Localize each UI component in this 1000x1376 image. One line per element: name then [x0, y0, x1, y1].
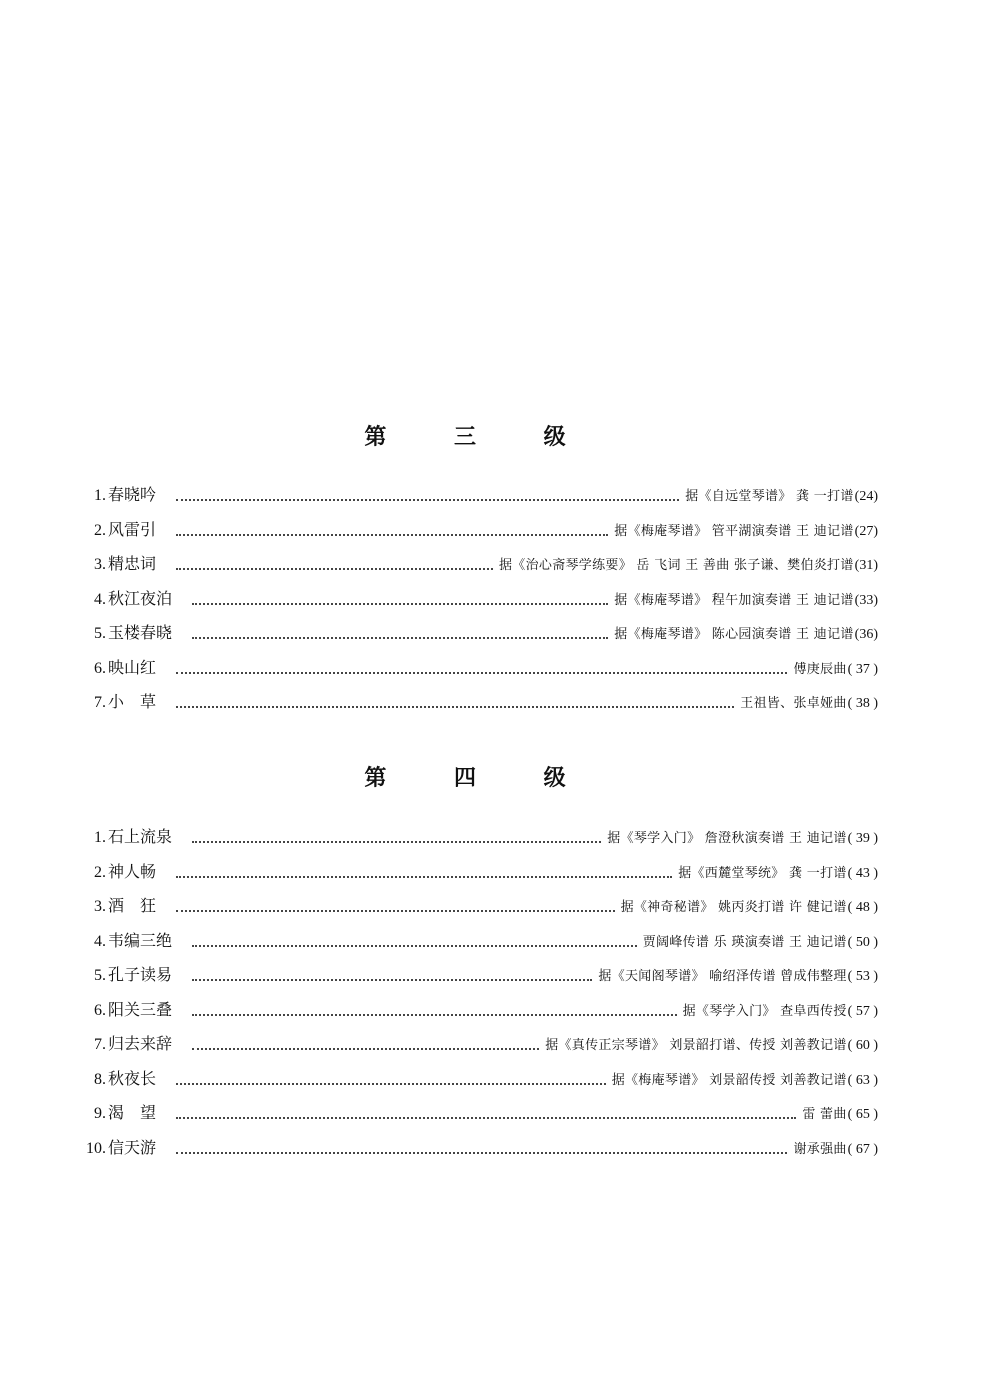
entry-page: ( 38 )	[847, 696, 878, 711]
entry-title: 石上流泉	[108, 827, 173, 846]
toc-entry	[86, 689, 878, 724]
entry-page: ( 53 )	[847, 969, 878, 984]
entry-number: 4.	[94, 932, 106, 950]
entry-page: ( 63 )	[847, 1072, 878, 1088]
toc-entry	[86, 824, 878, 859]
entry-title: 秋夜长	[108, 1068, 157, 1088]
entry-source: 据《真传正宗琴谱》 刘景韶打谱、传授 刘善教记谱	[545, 1038, 847, 1053]
entry-page: (33)	[854, 592, 878, 608]
entry-source: 据《西麓堂琴统》 龚 一打谱	[678, 865, 847, 881]
entry-number: 6.	[94, 1001, 106, 1019]
entry-page: ( 37 )	[847, 661, 878, 677]
entry-number: 7.	[94, 694, 106, 711]
entry-title: 精忠词	[108, 554, 157, 573]
dot-leader	[176, 672, 787, 674]
entry-page: (36)	[854, 627, 878, 642]
entry-number: 7.	[94, 1036, 106, 1053]
section-heading: 第 三 级	[364, 425, 596, 450]
entry-source: 据《琴学入门》 詹澄秋演奏谱 王 迪记谱	[607, 831, 847, 846]
entry-source: 据《梅庵琴谱》 管平湖演奏谱 王 迪记谱	[614, 523, 854, 539]
toc-entry	[86, 1100, 878, 1135]
dot-leader	[176, 1117, 796, 1119]
toc-list	[86, 482, 878, 724]
entry-source: 据《琴学入门》 查阜西传授	[682, 1003, 847, 1019]
section-heading: 第 四 级	[364, 766, 596, 791]
dot-leader	[176, 568, 493, 570]
entry-source: 贾阔峰传谱 乐 瑛演奏谱 王 迪记谱	[642, 934, 847, 950]
dot-leader	[192, 979, 592, 981]
entry-page: ( 50 )	[847, 934, 878, 950]
entry-source: 据《治心斋琴学练要》 岳 飞词 王 善曲 张子谦、樊伯炎打谱	[499, 558, 854, 573]
entry-number: 5.	[94, 625, 106, 642]
toc-entry	[86, 517, 878, 552]
toc-entry	[86, 859, 878, 894]
dot-leader	[192, 945, 637, 947]
toc-entry	[86, 655, 878, 690]
entry-number: 1.	[94, 487, 106, 504]
dot-leader	[192, 841, 601, 843]
entry-page: ( 43 )	[847, 865, 878, 881]
entry-title: 神人畅	[108, 861, 157, 881]
entry-source: 雷 蕾曲	[802, 1107, 847, 1122]
entry-title: 归去来辞	[108, 1034, 173, 1053]
entry-title: 春晓吟	[108, 485, 157, 504]
dot-leader	[192, 1014, 677, 1016]
entry-source: 据《自远堂琴谱》 龚 一打谱	[685, 489, 854, 504]
entry-source: 据《梅庵琴谱》 刘景韶传授 刘善教记谱	[611, 1072, 847, 1088]
entry-number: 2.	[94, 863, 106, 881]
toc-entry	[86, 997, 878, 1032]
dot-leader	[176, 499, 679, 501]
dot-leader	[192, 1048, 539, 1050]
entry-title: 渴 望	[108, 1103, 157, 1122]
entry-title: 韦编三绝	[108, 930, 173, 950]
entry-page: ( 65 )	[847, 1107, 878, 1122]
entry-source: 据《天闻阁琴谱》 喻绍泽传谱 曾成伟整理	[598, 969, 847, 984]
entry-source: 据《神奇秘谱》 姚丙炎打谱 许 健记谱	[620, 900, 847, 915]
dot-leader	[176, 876, 672, 878]
entry-page: ( 39 )	[847, 831, 878, 846]
toc-entry	[86, 586, 878, 621]
entry-page: ( 48 )	[847, 900, 878, 915]
entry-number: 9.	[94, 1105, 106, 1122]
entry-title: 酒 狂	[108, 896, 157, 915]
entry-title: 玉楼春晓	[108, 623, 173, 642]
entry-number: 8.	[94, 1070, 106, 1088]
toc-entry	[86, 551, 878, 586]
entry-number: 5.	[94, 967, 106, 984]
entry-source: 王祖皆、张卓娅曲	[740, 696, 847, 711]
toc-entry	[86, 620, 878, 655]
entry-page: (31)	[854, 558, 878, 573]
dot-leader	[176, 706, 734, 708]
dot-leader	[176, 1152, 787, 1154]
entry-number: 6.	[94, 659, 106, 677]
entry-source: 谢承强曲	[793, 1141, 847, 1157]
entry-page: ( 60 )	[847, 1038, 878, 1053]
entry-number: 4.	[94, 590, 106, 608]
entry-title: 阳关三叠	[108, 999, 173, 1019]
entry-number: 3.	[94, 556, 106, 573]
toc-entry	[86, 962, 878, 997]
toc-entry	[86, 1135, 878, 1170]
dot-leader	[176, 910, 615, 912]
entry-title: 风雷引	[108, 519, 157, 539]
entry-title: 小 草	[108, 692, 157, 711]
entry-title: 秋江夜泊	[108, 588, 173, 608]
toc-list	[86, 824, 878, 1169]
toc-entry	[86, 1066, 878, 1101]
toc-entry	[86, 893, 878, 928]
entry-source: 据《梅庵琴谱》 程午加演奏谱 王 迪记谱	[614, 592, 854, 608]
entry-number: 10.	[86, 1139, 106, 1157]
dot-leader	[192, 637, 608, 639]
entry-page: ( 57 )	[847, 1003, 878, 1019]
entry-page: (24)	[854, 489, 878, 504]
dot-leader	[192, 603, 608, 605]
entry-title: 映山红	[108, 657, 157, 677]
toc-entry	[86, 1031, 878, 1066]
entry-number: 3.	[94, 898, 106, 915]
entry-number: 1.	[94, 829, 106, 846]
entry-source: 据《梅庵琴谱》 陈心园演奏谱 王 迪记谱	[614, 627, 854, 642]
toc-entry	[86, 482, 878, 517]
toc-entry	[86, 928, 878, 963]
entry-title: 信天游	[108, 1137, 157, 1157]
dot-leader	[176, 534, 608, 536]
entry-source: 傅庚辰曲	[793, 661, 847, 677]
dot-leader	[176, 1083, 606, 1085]
entry-page: (27)	[854, 523, 878, 539]
entry-number: 2.	[94, 521, 106, 539]
entry-title: 孔子读易	[108, 965, 173, 984]
entry-page: ( 67 )	[847, 1141, 878, 1157]
